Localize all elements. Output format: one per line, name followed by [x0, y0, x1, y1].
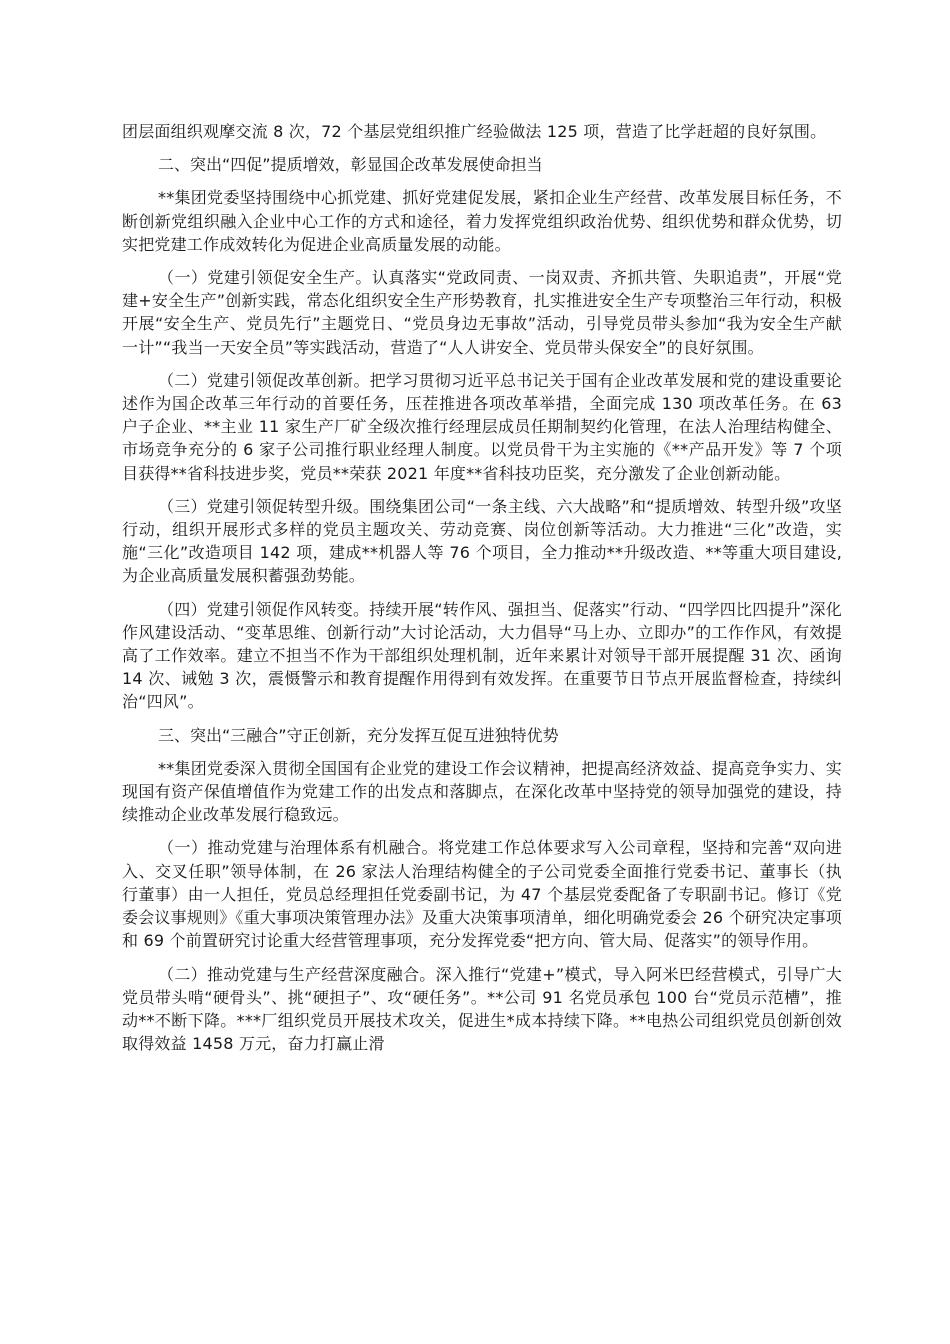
- section-heading-3: 三、突出“三融合”守正创新，充分发挥互促互进独特优势: [158, 725, 559, 745]
- document-page: [122, 120, 842, 1065]
- paragraph-governance-integration: （一）推动党建与治理体系有机融合。将党建工作总体要求写入公司章程，坚持和完善“双向进入、交叉任职”领导体制，在 26 家法人治理结构健全的子公司党委全面推行党委书记、董事长（执行董事）由一人担任，党员总经理担任党委副书记，为 47 个基层党委配备了专职副书记。修订《党委会议事规则》《重大事项决策管理办法》及重大决策事项清单，细化明确党委会 26 个研究决定事项和 69 个前置研究讨论重大经营管理事项，充分发挥党委“把方向、管大局、促落实”的领导作用。: [122, 838, 842, 951]
- paragraph-reform-innovation: （二）党建引领促改革创新。把学习贯彻习近平总书记关于国有企业改革发展和党的建设重要论述作为国企改革三年行动的首要任务，压茬推进各项改革举措，全面完成 130 项改革任务。在 63 户子企业、**主业 11 家生产厂矿全级次推行经理层成员任期制契约化管理，在法人治理结构健全、市场竞争充分的 6 家子公司推行职业经理人制度。以党员骨干为主实施的《**产品开发》等 7 个项目获得**省科技进步奖，党员**荣获 2021 年度**省科技功臣奖，充分激发了企业创新动能。: [122, 370, 842, 483]
- paragraph-1: 团层面组织观摩交流 8 次，72 个基层党组织推广经验做法 125 项，营造了比学赶超的良好氛围。: [122, 122, 827, 141]
- paragraph-safety-production: （一）党建引领促安全生产。认真落实“党政同责、一岗双责、齐抓共管、失职追责”，开展“党建+安全生产”创新实践，常态化组织安全生产形势教育，扎实推进安全生产专项整治三年行动，积极开展“安全生产、党员先行”主题党日、“党员身边无事故”活动，引导党员带头参加“我为安全生产献一计”“我当一天安全员”等实践活动，营造了“人人讲安全、党员带头保安全”的良好氛围。: [122, 268, 842, 357]
- paragraph-production-integration: （二）推动党建与生产经营深度融合。深入推行“党建+”模式，导入阿米巴经营模式，引导广大党员带头啃“硬骨头”、挑“硬担子”、攻“硬任务”。**公司 91 名党员承包 100 台“党员示范槽”，推动**不断下降。***厂组织党员开展技术攻关，促进生*成本持续下降。**电热公司组织党员创新创效取得效益 1458 万元，奋力打赢止滑: [122, 964, 842, 1054]
- paragraph-section2-intro: **集团党委坚持围绕中心抓党建、抓好党建促发展，紧扣企业生产经营、改革发展目标任务，不断创新党组织融入企业中心工作的方式和途径，着力发挥党组织政治优势、组织优势和群众优势，切实把党建工作成效转化为促进企业高质量发展的动能。: [122, 188, 842, 254]
- paragraph-work-style: （四）党建引领促作风转变。持续开展“转作风、强担当、促落实”行动、“四学四比四提升”深化作风建设活动、“变革思维、创新行动”大讨论活动，大力倡导“马上办、立即办”的工作作风，有效提高了工作效率。建立不担当不作为干部组织处理机制，近年来累计对领导干部开展提醒 31 次、函询 14 次、诫勉 3 次，震慑警示和教育提醒作用得到有效发挥。在重要节日节点开展监督检查，持续纠治“四风”。: [122, 599, 842, 712]
- paragraph-section3-intro: **集团党委深入贯彻全国国有企业党的建设工作会议精神，把提高经济效益、提高竞争实力、实现国有资产保值增值作为党建工作的出发点和落脚点，在深化改革中坚持党的领导加强党的建设，持续推动企业改革发展行稳致远。: [122, 758, 842, 825]
- section-heading-2: 二、突出“四促”提质增效，彰显国企改革发展使命担当: [158, 155, 543, 175]
- paragraph-transformation-upgrade: （三）党建引领促转型升级。围绕集团公司“一条主线、六大战略”和“提质增效、转型升级”攻坚行动，组织开展形式多样的党员主题攻关、劳动竞赛、岗位创新等活动。大力推进“三化”改造，实施“三化”改造项目 142 项，建成**机器人等 76 个项目，全力推动**升级改造、**等重大项目建设,为企业高质量发展积蓄强劲势能。: [122, 496, 842, 586]
